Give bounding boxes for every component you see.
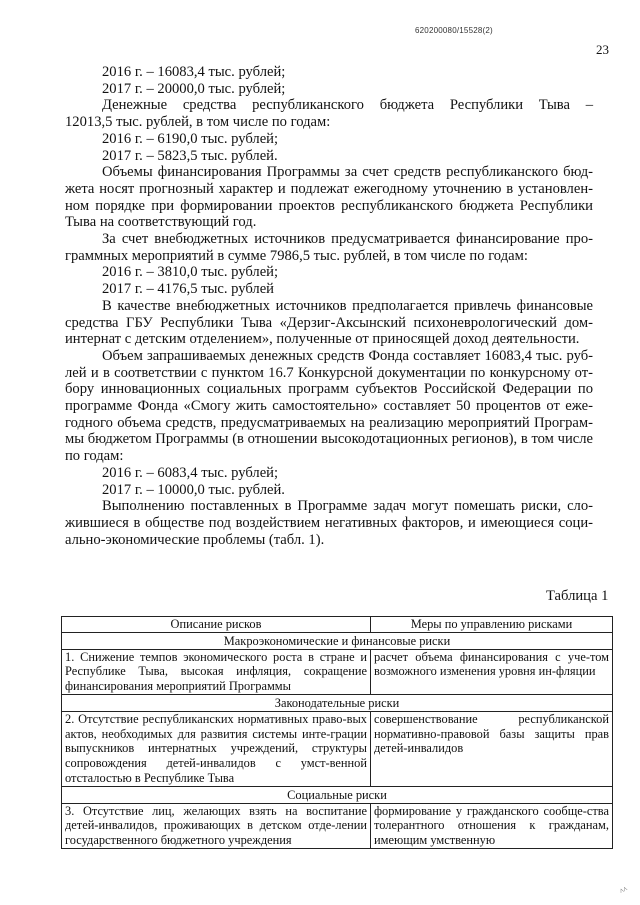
text-line: годного объема средств, предусматриваемых на реализацию мероприятий Програм- [65,414,593,431]
section-row [62,786,613,803]
document-id: 620200080/15528(2) [415,26,493,35]
text-line: граммных мероприятий в сумме 7986,5 тыс. рублей, в том числе по годам: [65,247,528,264]
paragraph [65,281,593,298]
text-line: Денежные средства республиканского бюджета Республики Тыва – [102,97,593,114]
table-row [62,803,613,848]
paragraph [65,81,593,98]
text-line: 2016 г. – 16083,4 тыс. рублей; [102,64,286,80]
text-line: лей и в соответствии с пунктом 16.7 Конкурсной документации по конкурсному от- [65,364,593,381]
text-line: Выполнению поставленных в Программе задач могут помешать риски, сло- [102,498,593,515]
text-line: 2017 г. – 4176,5 тыс. рублей [102,281,274,298]
column-header-risks: Описание рисков [62,617,371,633]
text-line: бору инновационных социальных программ субъектов Российской Федерации по [65,381,593,398]
risk-description: 1. Снижение темпов экономического роста в стране и Республике Тыва, высокая инфляция, сокращение финансирования мероприятий Программы [62,649,371,694]
table-label: Таблица 1 [546,588,609,604]
text-line: 2017 г. – 5823,5 тыс. рублей. [102,147,278,164]
paragraph [65,231,593,264]
section-title: Законодательные риски [62,694,613,711]
text-line: жета носят прогнозный характер и подлежат ежегодному уточнению в установлен- [65,180,593,197]
text-line: За счет внебюджетных источников предусматривается финансирование про- [102,231,593,248]
text-line: Тыва на соответствующий год. [65,214,257,231]
table-row [62,711,613,786]
paragraph [65,164,593,231]
paragraph [65,348,593,465]
paragraph [65,97,593,130]
text-line: 2017 г. – 10000,0 тыс. рублей. [102,481,285,498]
risk-measure: расчет объема финансирования с уче-том возможного изменения уровня ин-фляции [371,649,613,694]
section-row [62,694,613,711]
text-line: мы бюджетом Программы (в отношении высокодотационных регионов), в том числе [65,431,593,448]
text-line: интернат с детским отделением», полученные от приносящей доход деятельности. [65,331,580,348]
paragraph [65,465,593,482]
scan-mark: ^^ [618,884,630,897]
section-title: Социальные риски [62,786,613,803]
text-line: Объемы финансирования Программы за счет средств республиканского бюд- [102,164,593,181]
text-line: по годам: [65,448,124,465]
text-line: жившиеся в обществе под воздействием негативных факторов, и имеющиеся соци- [65,514,593,531]
text-line: средства ГБУ Республики Тыва «Дерзиг-Аксынский психоневрологический дом- [65,314,593,331]
text-line: Объем запрашиваемых денежных средств Фонда составляет 16083,4 тыс. руб- [102,347,593,364]
paragraph [65,482,593,499]
paragraph [65,498,593,548]
text-line: ально-экономические проблемы (табл. 1). [65,531,325,548]
risk-description: 2. Отсутствие республиканских нормативных право-вых актов, необходимых для развития системы инте-грации выпускников интернатных учреждений, структуры сопровождения детей-инвалидов с умст-венной отсталостью в Республике Тыва [62,711,371,786]
page-number: 23 [596,42,609,57]
text-line: ном порядке при формировании проектов республиканского бюджета Республики [65,197,593,214]
section-row [62,632,613,649]
text-line: 2016 г. – 3810,0 тыс. рублей; [102,264,279,281]
column-header-measures: Меры по управлению рисками [371,617,613,633]
document-body [65,64,593,548]
paragraph [65,148,593,165]
risk-measure: формирование у гражданского сообще-ства толерантного отношения к гражданам, имеющим умственную [371,803,613,848]
section-title: Макроэкономические и финансовые риски [62,632,613,649]
paragraph [65,298,593,348]
paragraph [65,264,593,281]
risk-measure: совершенствование республиканской нормативно-правовой базы защиты прав детей-инвалидов [371,711,613,786]
table-row [62,649,613,694]
risk-description: 3. Отсутствие лиц, желающих взять на воспитание детей-инвалидов, проживающих в детском отде-лении государственного бюджетного учреждения [62,803,371,848]
text-line: 2016 г. – 6083,4 тыс. рублей; [102,464,279,481]
text-line: 2017 г. – 20000,0 тыс. рублей; [102,80,286,97]
text-line: 2016 г. – 6190,0 тыс. рублей; [102,130,279,147]
paragraph [65,64,593,81]
text-line: 12013,5 тыс. рублей, в том числе по годам: [65,114,331,131]
table-header-row [62,617,613,633]
paragraph [65,131,593,148]
text-line: программе Фонда «Смогу жить самостоятельно» составляет 50 процентов от еже- [65,398,593,415]
risk-table [61,616,613,849]
text-line: В качестве внебюджетных источников предполагается привлечь финансовые [102,297,593,314]
